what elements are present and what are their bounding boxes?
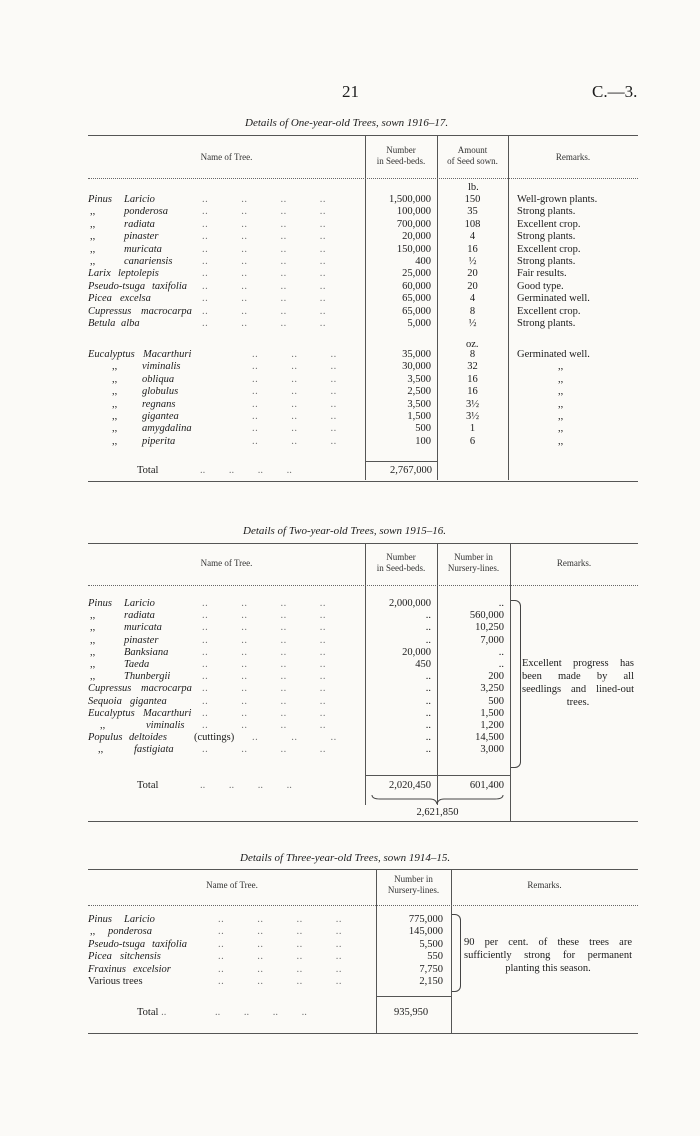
tree-species: pinaster (124, 231, 159, 243)
remark-text: Strong plants. (517, 318, 576, 329)
seed-bed-number: 35,000 (402, 349, 431, 360)
table-row (88, 635, 638, 647)
seed-bed-number: 2,500 (407, 386, 431, 398)
table-row (88, 281, 638, 293)
tree-species: obliqua (142, 373, 175, 385)
leader-dots: .. .. .. .. (202, 683, 326, 695)
table-row (88, 206, 638, 218)
tree-species: ponderosa (124, 206, 168, 218)
nursery-number: 775,000 (408, 914, 443, 925)
remark-text: Germinated well. (517, 349, 590, 360)
leader-dots: .. .. .. .. (202, 744, 326, 756)
tree-species: piperita (142, 435, 176, 447)
seed-amount: 16 (467, 386, 478, 398)
table-row (88, 976, 638, 988)
tree-species: globulus (142, 386, 179, 398)
leader-dots: .. .. .. .. (202, 231, 326, 243)
tree-genus: ,, (90, 243, 96, 255)
tree-genus: Cupressus (88, 305, 132, 317)
tree-species: alba (121, 318, 140, 329)
tree-species: sitchensis (120, 951, 161, 963)
tree-species: macrocarpa (141, 683, 192, 695)
nursery-number: .. (498, 598, 504, 609)
tree-genus: ,, (90, 926, 96, 938)
seed-bed-number: .. (425, 707, 431, 719)
leader-dots: .. .. .. .. (218, 951, 342, 963)
leader-dots: .. .. .. (252, 423, 337, 435)
leader-dots: .. .. .. (252, 373, 337, 385)
tree-genus: ,, (112, 423, 118, 435)
remark-text: Excellent crop. (517, 218, 581, 230)
tree-species: taxifolia (152, 938, 187, 950)
tree-species: macrocarpa (141, 305, 192, 317)
tree-genus: ,, (112, 386, 118, 398)
nursery-number: .. (498, 659, 504, 670)
table1-header-number: Number in Seed-beds. (376, 145, 426, 166)
remark-text: ,, (558, 423, 564, 435)
table1-caption: Details of One-year-old Trees, sown 1916–17. (245, 117, 449, 129)
table2-grand-total: 2,621,850 (416, 807, 459, 818)
table-row (88, 231, 638, 243)
table2-header-name: Name of Tree. (200, 558, 253, 568)
table-row (88, 349, 638, 361)
remark-text: ,, (558, 398, 564, 410)
nursery-number: 14,500 (475, 732, 504, 744)
seed-bed-number: 30,000 (402, 361, 431, 373)
tree-genus: ,, (90, 256, 96, 267)
table2-header-number: Number in Seed-beds. (376, 552, 426, 573)
table1-unit-oz: oz. (466, 339, 479, 350)
tree-species: Laricio (124, 194, 155, 205)
remark-text: Strong plants. (517, 256, 576, 267)
seed-bed-number: .. (425, 622, 431, 634)
tree-species: ponderosa (108, 926, 152, 938)
seed-bed-number: 5,000 (407, 318, 431, 329)
tree-genus: ,, (90, 646, 96, 658)
seed-bed-number: 500 (415, 423, 431, 435)
table-row (88, 914, 638, 926)
tree-genus: ,, (90, 231, 96, 243)
tree-genus: ,, (112, 411, 118, 422)
tree-species: pinaster (124, 634, 159, 646)
seed-bed-number: 100,000 (396, 206, 431, 218)
leader-dots: .. .. .. .. (202, 695, 326, 707)
leader-dots: .. .. .. .. (202, 622, 326, 634)
tree-genus: Picea (88, 293, 112, 305)
table2-total-seed: 2,020,450 (389, 780, 431, 791)
tree-genus: Eucalyptus (88, 349, 135, 360)
seed-amount: ½ (468, 256, 477, 267)
tree-genus: ,, (90, 671, 96, 683)
seed-amount: 16 (467, 243, 478, 255)
leader-dots: .. .. .. .. (218, 914, 342, 925)
nursery-number: 550 (427, 951, 443, 963)
leader-dots: .. .. .. .. (202, 280, 326, 292)
seed-amount: 108 (464, 218, 481, 230)
remark-text: ,, (558, 361, 564, 373)
seed-bed-number: 150,000 (396, 243, 431, 255)
table-row (88, 744, 638, 756)
table-row (88, 411, 638, 423)
leader-dots: .. .. .. .. (202, 610, 326, 622)
leader-dots: .. .. .. .. (218, 963, 342, 975)
table-row (88, 293, 638, 305)
leader-dots: .. .. .. .. (202, 598, 326, 609)
leader-dots: .. .. .. .. (202, 707, 326, 719)
table3-header-remarks: Remarks. (527, 880, 562, 890)
tree-genus: Various trees (88, 976, 143, 987)
tree-genus: ,, (90, 206, 96, 218)
tree-genus: Picea (88, 951, 112, 963)
tree-species: canariensis (124, 256, 173, 267)
table2-total-label: Total (137, 780, 159, 791)
table1-total: 2,767,000 (390, 465, 432, 476)
table3-header-name: Name of Tree. (206, 880, 258, 890)
table1-header-amount: Amount of Seed sown. (447, 145, 498, 166)
tree-species: viminalis (146, 720, 185, 731)
tree-species: deltoides (129, 732, 167, 744)
remark-text: ,, (558, 373, 564, 385)
table-row (88, 732, 638, 744)
seed-bed-number: 100 (415, 435, 431, 447)
seed-amount: 1 (469, 423, 476, 435)
seed-bed-number: 700,000 (396, 218, 431, 230)
remark-text: ,, (558, 435, 564, 447)
leader-dots: .. .. .. .. (202, 720, 326, 731)
nursery-number: 10,250 (475, 622, 504, 634)
leader-dots: .. .. .. (252, 732, 337, 744)
seed-bed-number: 2,000,000 (389, 598, 431, 609)
seed-amount: 3½ (465, 398, 480, 410)
tree-genus: Sequoia (88, 695, 122, 707)
leader-dots: .. .. .. .. (202, 671, 326, 683)
seed-amount: 8 (469, 305, 476, 317)
remark-text: Excellent crop. (517, 305, 581, 317)
table1-unit-lb: lb. (468, 182, 479, 193)
leader-dots: .. .. .. (252, 435, 337, 447)
tree-species: Laricio (124, 598, 155, 609)
page-number: 21 (342, 82, 359, 101)
tree-species: muricata (124, 622, 162, 634)
tree-species: Laricio (124, 914, 155, 925)
seed-bed-number: 450 (415, 659, 431, 670)
leader-dots: .. .. .. (252, 411, 337, 422)
nursery-number: 3,250 (480, 683, 504, 695)
seed-amount: 6 (469, 435, 476, 447)
table-row (88, 598, 638, 610)
table-row (88, 256, 638, 268)
seed-amount: ½ (468, 318, 477, 329)
table-row (88, 268, 638, 280)
seed-bed-number: .. (425, 671, 431, 683)
remark-text: Well-grown plants. (517, 194, 598, 205)
table-row (88, 374, 638, 386)
leader-dots: .. .. .. .. (202, 646, 326, 658)
nursery-number: 3,000 (480, 744, 504, 756)
leader-dots: .. .. .. (252, 398, 337, 410)
table1-total-label: Total (137, 465, 159, 476)
seed-amount: 4 (469, 293, 476, 305)
tree-species: viminalis (142, 361, 181, 373)
table2-remark: Excellent progress has been made by all seedlings and lined-out trees. (522, 658, 634, 708)
leader-dots: .. .. .. (252, 361, 337, 373)
table-row (88, 306, 638, 318)
tree-genus: ,, (90, 218, 96, 230)
tree-genus: ,, (90, 659, 96, 670)
table2-header-nursery: Number in Nursery-lines. (447, 552, 500, 573)
leader-dots: .. .. .. (252, 386, 337, 398)
tree-genus: Pinus (88, 194, 112, 205)
tree-species: radiata (124, 610, 155, 622)
leader-dots: .. .. .. .. (202, 305, 326, 317)
table1-header-remarks: Remarks. (555, 152, 591, 162)
nursery-number: 500 (488, 695, 504, 707)
seed-bed-number: 1,500,000 (389, 194, 431, 205)
nursery-number: 1,200 (480, 720, 504, 731)
nursery-number: .. (498, 646, 504, 658)
remark-text: ,, (558, 386, 564, 398)
seed-bed-number: 20,000 (402, 231, 431, 243)
leader-dots: .. .. .. .. (202, 634, 326, 646)
table3-header-nursery: Number in Nursery-lines. (387, 874, 440, 895)
nursery-number: 145,000 (408, 926, 443, 938)
tree-genus: ,, (98, 744, 104, 756)
tree-species: gigantea (130, 695, 167, 707)
nursery-number: 1,500 (480, 707, 504, 719)
nursery-number: 7,750 (419, 963, 443, 975)
leader-dots: .. .. .. .. (202, 206, 326, 218)
leader-dots: .. .. .. .. (202, 194, 326, 205)
seed-bed-number: .. (425, 732, 431, 744)
seed-bed-number: .. (425, 744, 431, 756)
table-row (88, 219, 638, 231)
tree-genus: ,, (112, 373, 118, 385)
tree-species: Macarthuri (143, 349, 192, 360)
seed-amount: 150 (464, 194, 481, 205)
remark-text: ,, (558, 411, 564, 422)
table2-caption: Details of Two-year-old Trees, sown 1915–16. (243, 525, 446, 537)
tree-species: Macarthuri (143, 707, 192, 719)
seed-bed-number: 3,500 (407, 373, 431, 385)
tree-genus: Pseudo-tsuga (88, 280, 146, 292)
tree-genus: Eucalyptus (88, 707, 135, 719)
tree-genus: ,, (90, 610, 96, 622)
leader-dots: .. .. .. .. (202, 268, 326, 280)
tree-genus: Larix (88, 268, 111, 280)
leader-dots: .. .. .. .. (202, 659, 326, 670)
remark-text: Excellent crop. (517, 243, 581, 255)
tree-species: radiata (124, 218, 155, 230)
seed-bed-number: .. (425, 610, 431, 622)
seed-bed-number: .. (425, 683, 431, 695)
tree-genus: ,, (112, 398, 118, 410)
seed-bed-number: 3,500 (407, 398, 431, 410)
tree-genus: ,, (112, 361, 118, 373)
seed-bed-number: .. (425, 720, 431, 731)
tree-genus: Pseudo-tsuga (88, 938, 146, 950)
nursery-number: 7,000 (480, 634, 504, 646)
tree-genus: Populus (88, 732, 123, 744)
seed-amount: 3½ (465, 411, 480, 422)
leader-dots: .. .. .. .. (202, 218, 326, 230)
leader-dots: .. .. .. .. (202, 293, 326, 305)
seed-amount: 8 (469, 349, 476, 360)
seed-amount: 35 (467, 206, 478, 218)
table-row (88, 318, 638, 330)
tree-species: excelsior (133, 963, 171, 975)
tree-species: amygdalina (142, 423, 192, 435)
table-row (88, 361, 638, 373)
tree-genus: ,, (90, 634, 96, 646)
tree-species: regnans (142, 398, 176, 410)
seed-bed-number: 20,000 (402, 646, 431, 658)
tree-genus: Fraxinus (88, 963, 126, 975)
tree-species: taxifolia (152, 280, 187, 292)
tree-species: Banksiana (124, 646, 169, 658)
seed-bed-number: 1,500 (407, 411, 431, 422)
seed-bed-number: 65,000 (402, 293, 431, 305)
tree-genus: ,, (90, 622, 96, 634)
table-row (88, 610, 638, 622)
table2-total-nursery: 601,400 (469, 780, 504, 791)
table2-header-remarks: Remarks. (556, 558, 592, 568)
tree-genus: Pinus (88, 914, 112, 925)
table-row (88, 622, 638, 634)
tree-species: leptolepis (118, 268, 159, 280)
table3-remark: 90 per cent. of these trees are sufficiently strong for permanent planting this season. (464, 937, 632, 974)
tree-genus: Pinus (88, 598, 112, 609)
tree-note: (cuttings) (194, 732, 235, 744)
table1-header-name: Name of Tree. (200, 152, 253, 162)
tree-genus: ,, (112, 435, 118, 447)
tree-species: gigantea (142, 411, 179, 422)
tree-species: Thunbergii (124, 671, 171, 683)
table-row (88, 194, 638, 206)
grand-total-brace (370, 794, 505, 806)
table3-caption: Details of Three-year-old Trees, sown 1914–15. (240, 852, 451, 864)
nursery-number: 2,150 (419, 976, 443, 987)
seed-amount: 32 (467, 361, 478, 373)
seed-bed-number: 25,000 (402, 268, 431, 280)
table-row (88, 244, 638, 256)
seed-amount: 16 (467, 373, 478, 385)
tree-genus: Betula (88, 318, 116, 329)
remark-text: Strong plants. (517, 206, 576, 218)
table-row (88, 386, 638, 398)
remark-text: Strong plants. (517, 231, 576, 243)
table3-total: 935,950 (393, 1007, 429, 1018)
seed-bed-number: .. (425, 634, 431, 646)
leader-dots: .. .. .. .. (202, 256, 326, 267)
tree-species: muricata (124, 243, 162, 255)
leader-dots: .. .. .. .. (202, 318, 326, 329)
tree-species: excelsa (120, 293, 151, 305)
seed-bed-number: 400 (415, 256, 431, 267)
seed-bed-number: 60,000 (402, 280, 431, 292)
tree-genus: ,, (100, 720, 106, 731)
seed-amount: 20 (467, 280, 478, 292)
leader-dots: .. .. .. .. (218, 938, 342, 950)
leader-dots: .. .. .. .. (202, 243, 326, 255)
tree-genus: Cupressus (88, 683, 132, 695)
table-row (88, 720, 638, 732)
table-row (88, 436, 638, 448)
document-code: C.—3. (592, 82, 638, 101)
table-row (88, 708, 638, 720)
seed-bed-number: 65,000 (402, 305, 431, 317)
seed-amount: 20 (467, 268, 478, 280)
remark-text: Good type. (517, 280, 564, 292)
remark-text: Germinated well. (517, 293, 590, 305)
seed-amount: 4 (469, 231, 476, 243)
nursery-number: 5,500 (419, 938, 443, 950)
tree-species: Taeda (124, 659, 150, 670)
remark-text: Fair results. (517, 268, 567, 280)
leader-dots: .. .. .. .. (218, 926, 342, 938)
nursery-number: 560,000 (469, 610, 504, 622)
table-row (88, 423, 638, 435)
seed-bed-number: .. (425, 695, 431, 707)
leader-dots: .. .. .. (252, 349, 337, 360)
nursery-number: 200 (488, 671, 504, 683)
table-row (88, 399, 638, 411)
leader-dots: .. .. .. .. (218, 976, 342, 987)
tree-species: fastigiata (134, 744, 174, 756)
table3-total-label: Total .. (137, 1007, 167, 1018)
